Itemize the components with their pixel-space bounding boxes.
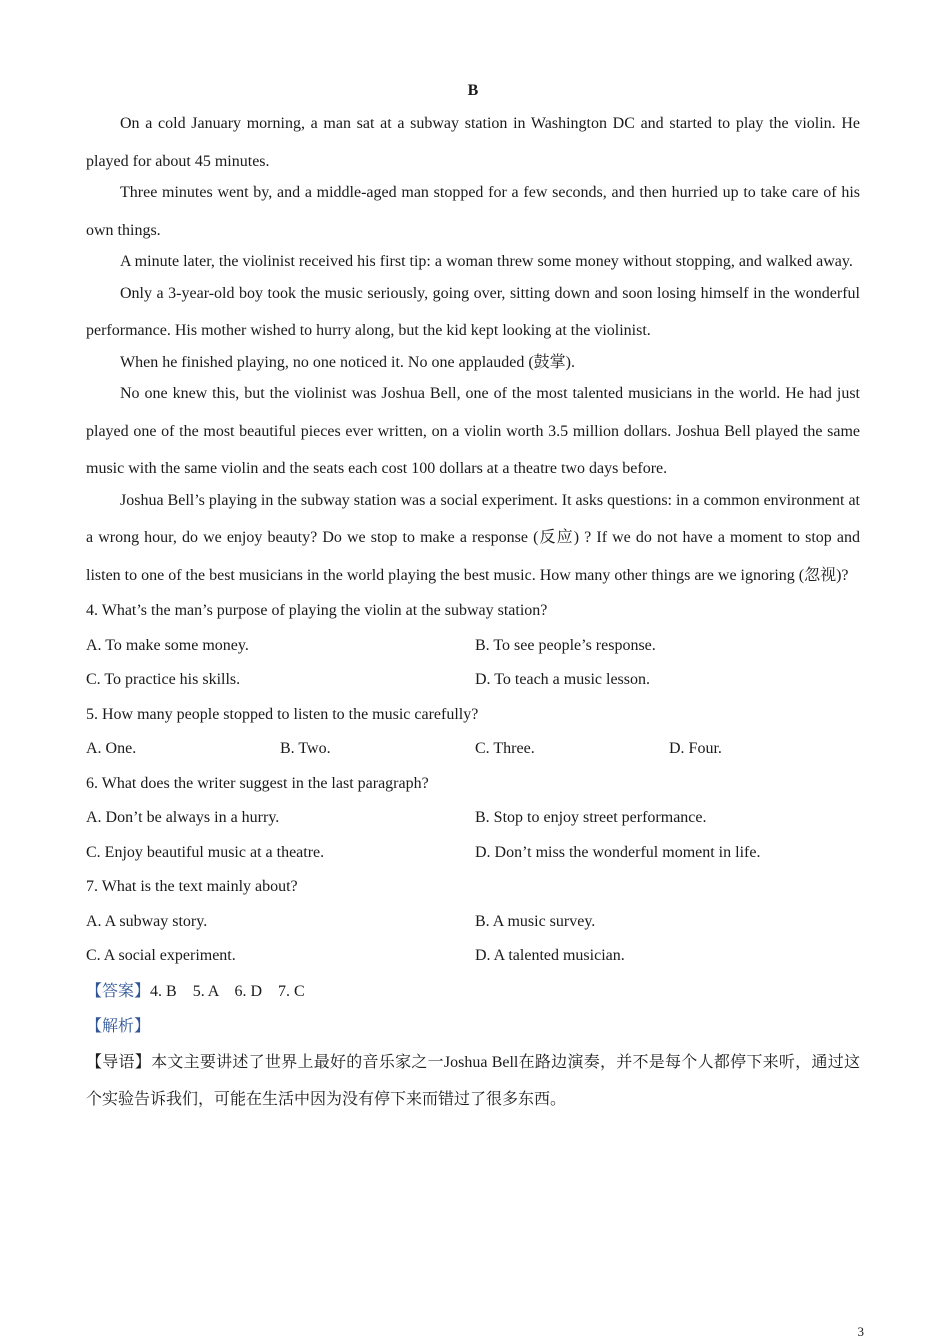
option-b: B. Two. (280, 740, 331, 757)
question-stem: 5. How many people stopped to listen to the music carefully? (86, 705, 479, 723)
option-d: D. To teach a music lesson. (475, 671, 650, 688)
section-title: B (467, 82, 479, 99)
passage-paragraph-6: No one knew this, but the violinist was Joshua Bell, one of the most talented musicians in the world. He had just played one of the most beautiful pieces ever written, on a violin worth 3.5 million dollars. Joshua Bell played the same music with the same violin and the seats each cost 100 dollars at a theatre two days before. (86, 385, 860, 477)
option-d: D. A talented musician. (475, 947, 625, 964)
analysis-tag: 【解析】 (86, 1017, 151, 1035)
option-d: D. Don’t miss the wonderful moment in life. (475, 843, 761, 861)
passage-paragraph-5: When he finished playing, no one noticed it. No one applauded (鼓掌). (120, 353, 575, 371)
page-number: 3 (857, 1324, 864, 1339)
passage-paragraph-2: Three minutes went by, and a middle-aged man stopped for a few seconds, and then hurried up to take care of his own things. (86, 184, 860, 239)
option-c: C. A social experiment. (86, 947, 236, 964)
passage-paragraph-1: On a cold January morning, a man sat at a subway station in Washington DC and started to play the violin. He played for about 45 minutes. (86, 115, 860, 170)
option-a: A. Don’t be always in a hurry. (86, 809, 280, 826)
answer-text: 4. B 5. A 6. D 7. C (150, 982, 305, 1000)
option-c: C. To practice his skills. (86, 671, 241, 688)
options-grid (86, 801, 860, 870)
passage-paragraph-7: Joshua Bell’s playing in the subway station was a social experiment. It asks questions: in a common environment at a wrong hour, do we enjoy beauty? Do we stop to make a response (反应) ? If we do not have a moment to stop and listen to one of the best musicians in the world playing the best music. How many other things are we ignoring (忽视)? (86, 491, 860, 584)
option-c: C. Three. (475, 740, 535, 757)
option-d: D. Four. (669, 740, 722, 757)
option-b: B. A music survey. (475, 912, 596, 930)
question-7 (86, 870, 860, 974)
passage-paragraph-4: Only a 3-year-old boy took the music seriously, going over, sitting down and soon losing himself in the wonderful performance. His mother wished to hurry along, but the kid kept looking at the violinist. (86, 284, 860, 339)
options-row (86, 732, 860, 767)
options-grid (86, 905, 860, 974)
document-page (86, 78, 860, 1119)
question-stem: 6. What does the writer suggest in the last paragraph? (86, 774, 429, 792)
option-a: A. One. (86, 740, 137, 757)
passage-paragraph-3: A minute later, the violinist received his first tip: a woman threw some money without stopping, and walked away. (120, 253, 853, 270)
question-5 (86, 698, 860, 767)
question-6 (86, 767, 860, 871)
question-stem: 7. What is the text mainly about? (86, 878, 298, 895)
analysis-line (86, 1009, 860, 1044)
answer-line (86, 974, 860, 1009)
option-b: B. To see people’s response. (475, 636, 656, 654)
passage (86, 105, 860, 594)
option-a: A. To make some money. (86, 636, 249, 654)
question-stem: 4. What’s the man’s purpose of playing the violin at the subway station? (86, 602, 548, 619)
guide-paragraph (86, 1044, 860, 1119)
guide-text: 本文主要讲述了世界上最好的音乐家之一Joshua Bell在路边演奏，并不是每个人都停下来听，通过这个实验告诉我们，可能在生活中因为没有停下来而错过了很多东西。 (86, 1053, 860, 1108)
question-4 (86, 594, 860, 698)
option-c: C. Enjoy beautiful music at a theatre. (86, 843, 325, 861)
answer-tag: 【答案】 (86, 982, 151, 1000)
guide-tag: 【导语】 (86, 1053, 152, 1071)
option-b: B. Stop to enjoy street performance. (475, 809, 707, 826)
options-grid (86, 629, 860, 698)
option-a: A. A subway story. (86, 912, 208, 930)
